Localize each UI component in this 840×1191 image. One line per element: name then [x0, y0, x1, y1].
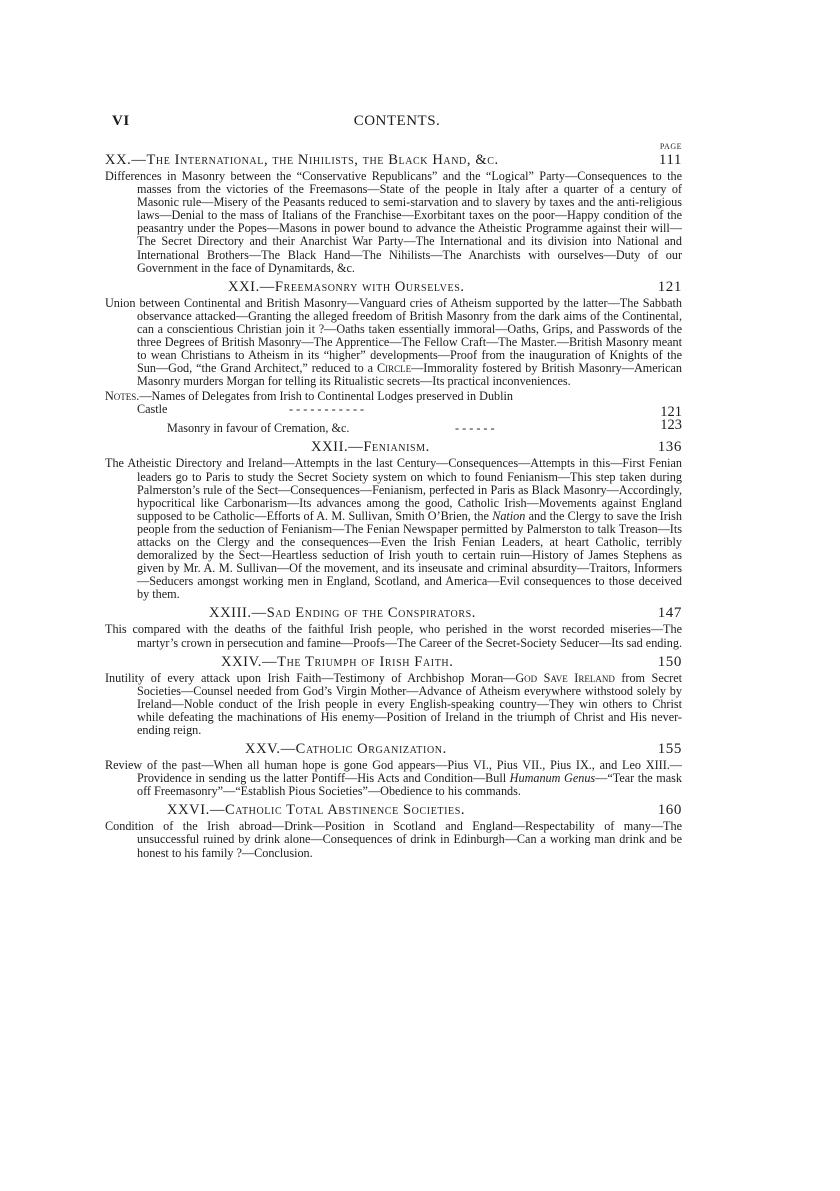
chapter-summary: Differences in Masonry between the “Conservative Republicans” and the “Logical” Party—Consequences to the masses from the victories of the Freemasons—State of the people in Italy after a quarter of a century of Masonic rule—Misery of the Peasants reduced to semi-starvation and to slavery by taxes and the anti-religious laws—Denial to the mass of Italians of the Franchise—Exorbitant taxes on the poor—Happy condition of the peasantry under the Popes—Masons in power bound to advance the Atheistic Programme against their will—The Secret Directory and their Anarchist War Party—The International and its division into National and International Brothers—The Black Hand—The Nihilists—The Anarchists with ourselves—Duty of our Government in the face of Dynamitards, &c.: [105, 169, 682, 275]
chapter-summary: Inutility of every attack upon Irish Faith—Testimony of Archbishop Moran—God Save Ireland from Secret Societies—Counsel needed from God’s Virgin Mother—Advance of Atheism everywhere withstood solely by Ireland—Noble conduct of the Irish people in every English-speaking country—They win others to Christ while defeating the machinations of His enemy—Position of Ireland in the triumph of Christ and His never-ending reign.: [105, 670, 682, 737]
chapter-title: XX.—The International, the Nihilists, the Black Hand, &c.: [105, 152, 499, 168]
notes-label: Notes.: [105, 389, 140, 404]
chapter-title: XXIV.—The Triumph of Irish Faith.: [221, 653, 454, 670]
note-page: 123: [660, 417, 682, 434]
chapter-page: 160: [657, 802, 682, 819]
chapter-heading: [105, 739, 682, 759]
note-text: Masonry in favour of Cremation, &c.: [167, 421, 350, 436]
chapter-heading: [105, 652, 682, 672]
note-text: —Names of Delegates from Irish to Continental Lodges preserved in Dublin: [139, 389, 514, 404]
leader-dots: - - - - - - - - - - -: [289, 402, 365, 417]
chapter-heading: [105, 150, 682, 170]
chapter-page: 147: [657, 605, 682, 622]
chapter-summary: Condition of the Irish abroad—Drink—Position in Scotland and England—Respectability of many—The unsuccessful ruined by drink alone—Consequences of drink in Edinburgh—Can a working man drink and be honest to his family ?—Conclusion.: [105, 819, 682, 860]
chapter-page: 111: [658, 152, 682, 168]
chapter-title: XXIII.—Sad Ending of the Conspirators.: [209, 605, 477, 622]
chapter-page: 136: [657, 439, 682, 456]
chapter-summary: The Atheistic Directory and Ireland—Attempts in the last Century—Consequences—Attempts in this—First Fenian leaders go to Paris to study the Secret Society system on which to found Fenianism—This step taken during Palmerston’s rule of the Sect—Consequences—Fenianism, perfected in Paris as Black Masonry—Accordingly, hypocritical like Carbonarism—Its advances among the good, Catholic Irish—Movements against England supposed to be Catholic—Efforts of A. M. Sullivan, Smith O’Brien, the Nation and the Clergy to save the Irish people from the seduction of Fenianism—The Fenian Newspaper permitted by Palmerston to talk Treason—Its attacks on the Clergy and the consequences—Even the Irish Fenian Leaders, at heart Catholic, terribly demoralized by the Sect—Heartless seduction of Irish youth to certain ruin—History of James Stephens as given by Mr. A. M. Sullivan—Of the movement, and its inseusate and criminal absurdity—Traitors, Informers—Seducers amongst working men in England, Scotland, and America—Evil consequences to those deceived by them.: [105, 456, 682, 602]
chapter-heading: [105, 277, 682, 297]
chapter-page: 150: [657, 653, 682, 670]
chapter-heading: [105, 437, 682, 457]
chapter-page: 155: [657, 741, 682, 758]
running-title: CONTENTS.: [353, 113, 441, 129]
note-page: 121: [660, 404, 682, 421]
chapter-summary: This compared with the deaths of the faithful Irish people, who perished in the worst recorded miseries—The martyr’s crown in persecution and famine—Proofs—The Career of the Secret-Society Seducer—Its sad ending.: [105, 622, 682, 650]
chapter-title: XXVI.—Catholic Total Abstinence Societies.: [167, 802, 466, 819]
notes-block: [105, 390, 682, 435]
page-number: VI: [112, 113, 130, 129]
chapter-title: XXI.—Freemasonry with Ourselves.: [228, 278, 465, 295]
page-column-label: PAGE: [659, 142, 682, 151]
chapter-title: XXV.—Catholic Organization.: [245, 741, 447, 758]
chapter-title: XXII.—Fenianism.: [311, 439, 430, 456]
chapter-summary: Union between Continental and British Masonry—Vanguard cries of Atheism supported by the latter—The Sabbath observance attacked—Granting the alleged freedom of British Masonry from the dark aims of the Continental, can a conscientious Christian join it ?—Oaths taken essentially immoral—Oaths, Grips, and Passwords of the three Degrees of British Masonry—The Apprentice—The Fellow Craft—The Master.—British Masonry meant to wean Christians to Atheism in its “higher” developments—Proof from the inauguration of Knights of the Sun—God, “the Grand Architect,” reduced to a Circle—Immorality fostered by British Masonry—American Masonry murders Morgan for telling its Ritualistic secrets—Its practical inconveniences.: [105, 295, 682, 389]
chapter-page: 121: [657, 278, 682, 295]
page-header: [112, 113, 682, 133]
chapter-heading: [105, 603, 682, 623]
contents-list: [105, 150, 682, 862]
chapter-heading: [105, 800, 682, 820]
note-text: Castle: [137, 402, 168, 417]
chapter-summary: Review of the past—When all human hope is gone God appears—Pius VI., Pius VII., Pius IX., and Leo XIII.—Providence in sending us the latter Pontiff—His Acts and Condition—Bull Humanum Genus—“Tear the mask off Freemasonry”—“Establish Pious Societies”—Obedience to his commands.: [105, 758, 683, 799]
leader-dots: - - - - - -: [455, 421, 495, 436]
